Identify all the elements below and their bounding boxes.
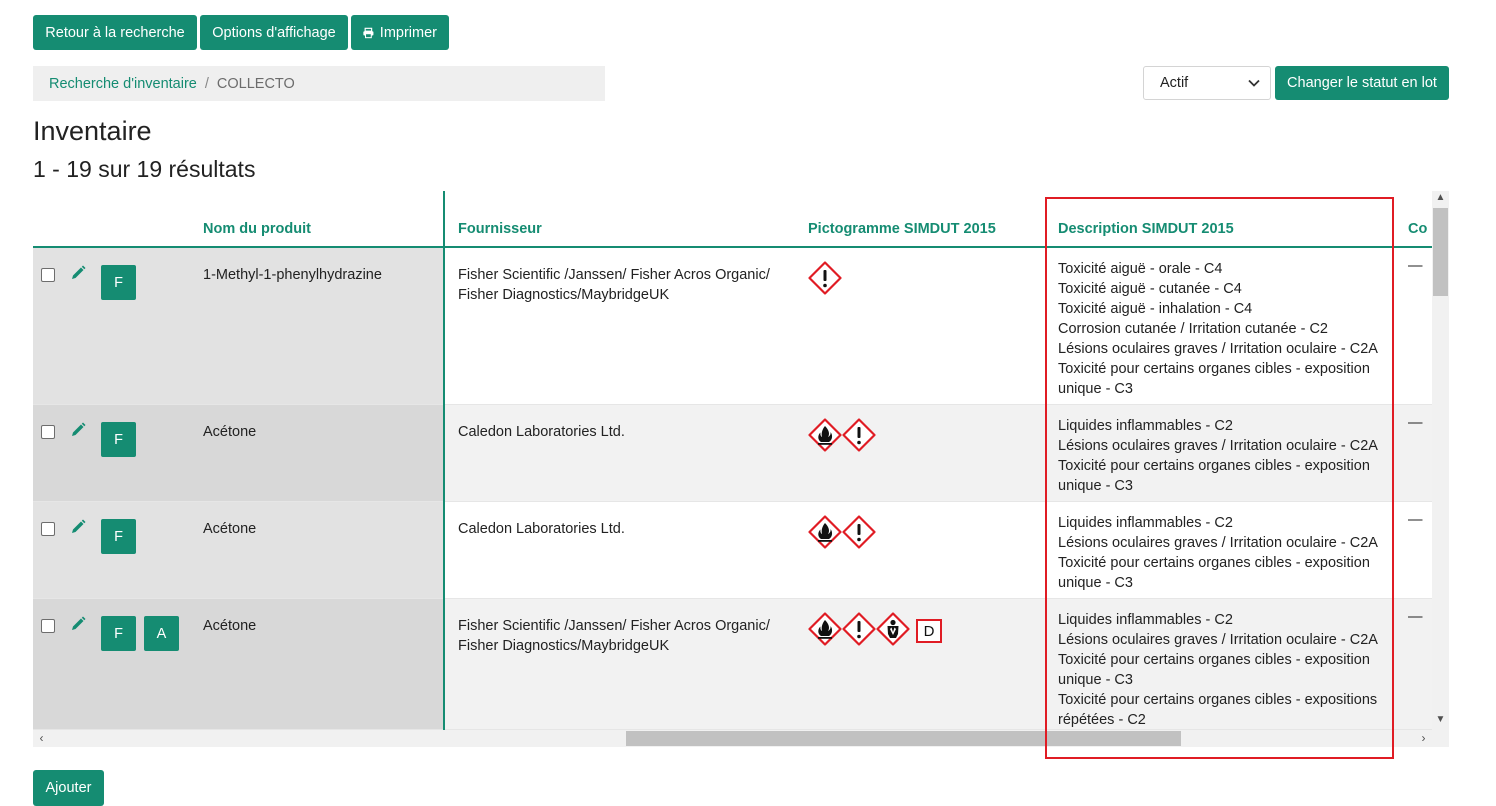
status-filter-value: Actif (1160, 75, 1189, 91)
product-name[interactable]: Acétone (203, 424, 257, 440)
back-to-search-button[interactable]: Retour à la recherche (33, 15, 197, 50)
column-header-product-name[interactable]: Nom du produit (203, 221, 311, 237)
page-title: Inventaire (33, 116, 152, 146)
hazard-description-line: Toxicité pour certains organes cibles - expositions (1058, 692, 1378, 708)
hazard-description-line: unique - C3 (1058, 381, 1133, 397)
hazard-description-line: Lésions oculaires graves / Irritation oculaire - C2A (1058, 438, 1378, 454)
breadcrumb-current: COLLECTO (216, 75, 295, 92)
product-name[interactable]: Acétone (203, 618, 257, 634)
next-column-value: — (1408, 258, 1423, 274)
whmis-class-d-icon: D (916, 619, 942, 643)
scroll-up-arrow-icon[interactable]: ▲ (1435, 192, 1446, 203)
pictogram-group (808, 261, 842, 299)
printer-icon (363, 26, 374, 40)
health-hazard-pictogram-icon (876, 612, 910, 650)
hazard-description (1058, 259, 1408, 399)
frozen-column-divider[interactable] (443, 191, 445, 730)
vertical-scroll-thumb[interactable] (1433, 208, 1448, 296)
hazard-description-line: répétées - C2 (1058, 712, 1146, 728)
product-name[interactable]: Acétone (203, 521, 257, 537)
hazard-description-line: Liquides inflammables - C2 (1058, 418, 1233, 434)
supplier-line: Fisher Diagnostics/MaybridgeUK (458, 287, 670, 303)
hazard-description-line: Toxicité aiguë - inhalation - C4 (1058, 301, 1253, 317)
column-header-next[interactable]: Co (1408, 221, 1428, 237)
flame-pictogram-icon (808, 612, 842, 650)
hazard-description (1058, 610, 1408, 730)
inventory-table (33, 191, 1432, 730)
vertical-scrollbar[interactable] (1432, 191, 1449, 730)
supplier-line: Caledon Laboratories Ltd. (458, 424, 625, 440)
display-options-button[interactable]: Options d'affichage (200, 15, 348, 50)
breadcrumb-link-inventory-search[interactable]: Recherche d'inventaire (49, 75, 197, 92)
row-select-checkbox[interactable] (41, 425, 55, 439)
exclamation-mark-pictogram-icon (808, 261, 842, 299)
print-button[interactable] (351, 15, 449, 50)
table-row[interactable] (33, 405, 1432, 502)
hazard-description-line: unique - C3 (1058, 478, 1133, 494)
hazard-description (1058, 416, 1408, 496)
hazard-description (1058, 513, 1408, 593)
result-count: 1 - 19 sur 19 résultats (33, 156, 256, 182)
status-tag-f[interactable]: F (101, 616, 136, 651)
supplier-line: Fisher Scientific /Janssen/ Fisher Acros Organic/ (458, 267, 770, 283)
supplier-line: Fisher Scientific /Janssen/ Fisher Acros Organic/ (458, 618, 770, 634)
supplier (458, 616, 770, 656)
pictogram-group (808, 515, 876, 553)
print-label: Imprimer (379, 24, 437, 41)
row-select-checkbox[interactable] (41, 522, 55, 536)
batch-status-change-button[interactable]: Changer le statut en lot (1275, 66, 1449, 100)
hazard-description-line: Liquides inflammables - C2 (1058, 612, 1233, 628)
column-header-pictogram[interactable]: Pictogramme SIMDUT 2015 (808, 221, 996, 237)
exclamation-mark-pictogram-icon (842, 612, 876, 650)
hazard-description-line: Corrosion cutanée / Irritation cutanée - C2 (1058, 321, 1328, 337)
pencil-edit-icon[interactable] (70, 422, 86, 438)
exclamation-mark-pictogram-icon (842, 515, 876, 553)
supplier-line: Caledon Laboratories Ltd. (458, 521, 625, 537)
status-filter-select[interactable] (1143, 66, 1271, 100)
scroll-right-arrow-icon[interactable]: › (1421, 731, 1426, 745)
table-row[interactable] (33, 248, 1432, 405)
next-column-value: — (1408, 512, 1423, 528)
hazard-description-line: Toxicité pour certains organes cibles - exposition (1058, 458, 1370, 474)
pencil-edit-icon[interactable] (70, 519, 86, 535)
hazard-description-line: Toxicité aiguë - cutanée - C4 (1058, 281, 1242, 297)
supplier (458, 519, 625, 539)
breadcrumb-separator: / (204, 75, 209, 92)
supplier-line: Fisher Diagnostics/MaybridgeUK (458, 638, 670, 654)
column-header-supplier[interactable]: Fournisseur (458, 221, 542, 237)
product-name[interactable]: 1-Methyl-1-phenylhydrazine (203, 267, 382, 283)
hazard-description-line: Lésions oculaires graves / Irritation oculaire - C2A (1058, 535, 1378, 551)
flame-pictogram-icon (808, 418, 842, 456)
hazard-description-line: Toxicité pour certains organes cibles - exposition (1058, 361, 1370, 377)
status-tag-f[interactable]: F (101, 422, 136, 457)
column-header-description[interactable]: Description SIMDUT 2015 (1058, 221, 1234, 237)
table-row[interactable] (33, 599, 1432, 730)
row-select-checkbox[interactable] (41, 268, 55, 282)
pencil-edit-icon[interactable] (70, 265, 86, 281)
next-column-value: — (1408, 609, 1423, 625)
hazard-description-line: Liquides inflammables - C2 (1058, 515, 1233, 531)
hazard-description-line: Toxicité aiguë - orale - C4 (1058, 261, 1223, 277)
hazard-description-line: unique - C3 (1058, 672, 1133, 688)
scroll-left-arrow-icon[interactable]: ‹ (39, 731, 44, 745)
breadcrumb (33, 66, 605, 101)
status-tag-f[interactable]: F (101, 265, 136, 300)
hazard-description-line: Toxicité pour certains organes cibles - exposition (1058, 652, 1370, 668)
hazard-description-line: Lésions oculaires graves / Irritation oculaire - C2A (1058, 632, 1378, 648)
pictogram-group (808, 612, 942, 650)
table-row[interactable] (33, 502, 1432, 599)
table-header (33, 191, 1432, 248)
horizontal-scrollbar[interactable] (33, 730, 1449, 747)
hazard-description-line: Toxicité pour certains organes cibles - exposition (1058, 555, 1370, 571)
hazard-description-line: Lésions oculaires graves / Irritation oculaire - C2A (1058, 341, 1378, 357)
next-column-value: — (1408, 415, 1423, 431)
scroll-down-arrow-icon[interactable]: ▼ (1435, 714, 1446, 725)
exclamation-mark-pictogram-icon (842, 418, 876, 456)
chevron-down-icon (1248, 79, 1260, 87)
status-tag-f[interactable]: F (101, 519, 136, 554)
supplier (458, 422, 625, 442)
row-select-checkbox[interactable] (41, 619, 55, 633)
status-tag-a[interactable]: A (144, 616, 179, 651)
pictogram-group (808, 418, 876, 456)
pencil-edit-icon[interactable] (70, 616, 86, 632)
hazard-description-line: unique - C3 (1058, 575, 1133, 591)
add-button[interactable]: Ajouter (33, 770, 104, 806)
horizontal-scroll-thumb[interactable] (626, 731, 1181, 746)
supplier (458, 265, 770, 305)
flame-pictogram-icon (808, 515, 842, 553)
